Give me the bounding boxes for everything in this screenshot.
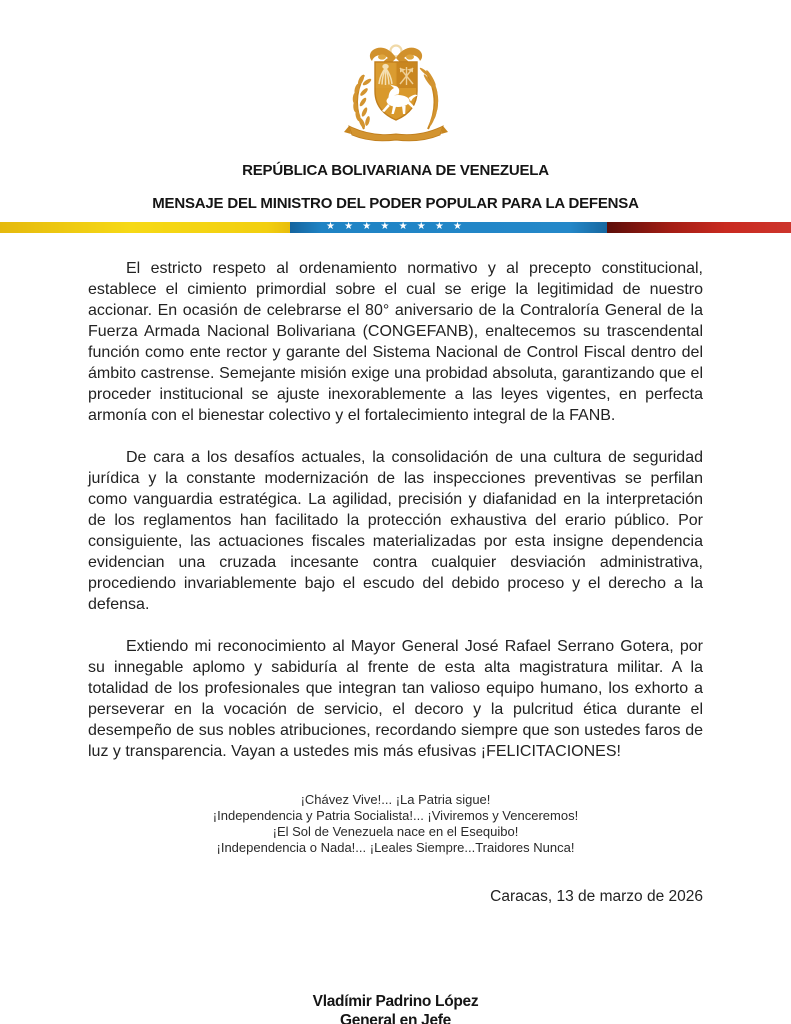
slogans xyxy=(88,792,703,856)
signatory-name: Vladímir Padrino López xyxy=(312,993,479,1010)
venezuela-coat-of-arms-icon xyxy=(335,42,457,148)
slogan-line-2: ¡Independencia y Patria Socialista!... ¡Viviremos y Venceremos! xyxy=(212,808,579,823)
slogan-line-4: ¡Independencia o Nada!... ¡Leales Siempre...Traidores Nunca! xyxy=(216,840,575,855)
slogan-line-3: ¡El Sol de Venezuela nace en el Esequibo! xyxy=(272,824,519,839)
body-paragraph-1: El estricto respeto al ordenamiento normativo y al precepto constitucional, establece el cimiento primordial sobre el cual se erige la legitimidad de nuestro accionar. En ocasión de celebrarse el 80° aniversario de la Contraloría General de la Fuerza Armada Nacional Bolivariana (CONGEFANB), enaltecemos su trascendental función como ente rector y garante del Sistema Nacional de Control Fiscal dentro del ámbito castrense. Semejante misión exige una probidad absoluta, garantizando que el proceder institucional se ajuste inexorablemente a las leyes vigentes, en perfecta armonía con el bienestar colectivo y el fortalecimiento integral de la FANB. xyxy=(88,260,703,424)
slogan-line-1: ¡Chávez Vive!... ¡La Patria sigue! xyxy=(300,792,491,807)
signature-block xyxy=(88,992,703,1024)
document-title: REPÚBLICA BOLIVARIANA DE VENEZUELA xyxy=(242,162,549,179)
body-paragraph-3: Extiendo mi reconocimiento al Mayor General José Rafael Serrano Gotera, por su innegable aplomo y sabiduría al frente de esta alta magistratura militar. A la totalidad de los profesionales que integran tan valioso equipo humano, los exhorto a perseverar en la vocación de servicio, el decoro y la pulcritud ética durante el desempeño de sus nobles atribuciones, recordando siempre que son ustedes faros de luz y transparencia. Vayan a ustedes mis más efusivas ¡FELICITACIONES! xyxy=(88,638,703,760)
body-paragraph-2: De cara a los desafíos actuales, la consolidación de una cultura de seguridad jurídica y la constante modernización de las inspecciones preventivas se perfilan como vanguardia estratégica. La agilidad, precisión y diafanidad en la interpretación de los reglamentos han facilitado la protección exhaustiva del erario público. Por consiguiente, las actuaciones fiscales materializadas por esta insigne dependencia evidencian una cruzada incesante contra cualquier desviación administrativa, procediendo invariablemente bajo el escudo del debido proceso y el derecho a la defensa. xyxy=(88,449,703,613)
flag-divider xyxy=(0,222,791,233)
document-subtitle: MENSAJE DEL MINISTRO DEL PODER POPULAR PARA LA DEFENSA xyxy=(152,195,639,212)
signatory-rank: General en Jefe xyxy=(340,1012,451,1024)
flag-stars: ★ ★ ★ ★ ★ ★ ★ ★ xyxy=(326,221,465,232)
date-line: Caracas, 13 de marzo de 2026 xyxy=(490,888,703,905)
letterhead xyxy=(0,0,791,213)
letter-body xyxy=(0,258,791,1024)
